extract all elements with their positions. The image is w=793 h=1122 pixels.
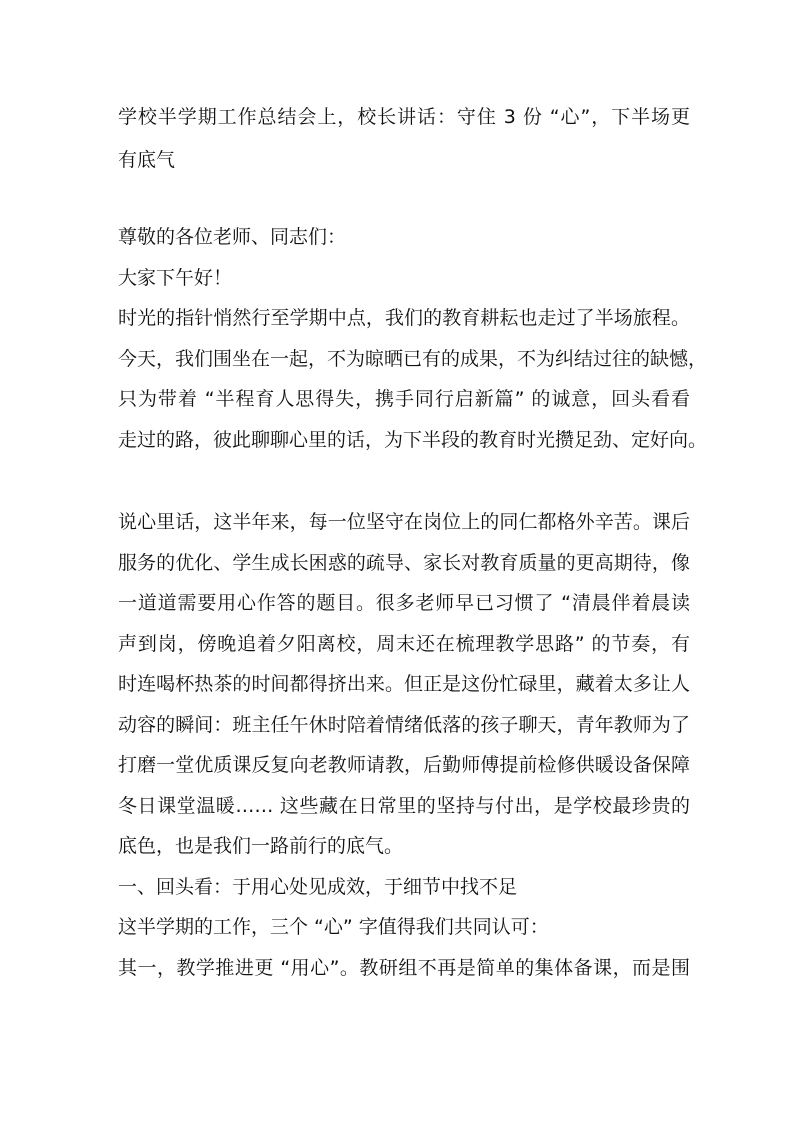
paragraph-line: 说心里话，这半年来，每一位坚守在岗位上的同仁都格外辛苦。课后	[118, 511, 690, 533]
paragraph-line: 只为带着 “半程育人思得失，携手同行启新篇” 的诚意，回头看看	[118, 388, 690, 410]
paragraph-line: 走过的路，彼此聊聊心里的话，为下半段的教育时光攒足劲、定好向。	[118, 429, 708, 451]
paragraph-line: 时连喝杯热茶的时间都得挤出来。但正是这份忙碌里，藏着太多让人	[118, 673, 690, 695]
paragraph-line: 底色，也是我们一路前行的底气。	[118, 835, 404, 857]
paragraph-line: 动容的瞬间：班主任午休时陪着情绪低落的孩子聊天，青年教师为了	[118, 714, 690, 736]
paragraph-line: 今天，我们围坐在一起，不为晾晒已有的成果，不为纠结过往的缺憾，	[118, 348, 708, 370]
paragraph-line: 时光的指针悄然行至学期中点，我们的教育耕耘也走过了半场旅程。	[118, 307, 690, 329]
paragraph-line: 其一，教学推进更 “用心”。教研组不再是简单的集体备课，而是围	[118, 957, 690, 979]
section-intro: 这半学期的工作，三个 “心” 字值得我们共同认可：	[118, 916, 549, 938]
paragraph-line: 打磨一堂优质课反复向老教师请教，后勤师傅提前检修供暖设备保障	[118, 754, 690, 776]
paragraph-line: 服务的优化、学生成长困惑的疏导、家长对教育质量的更高期待，像	[118, 552, 690, 574]
salutation: 大家下午好！	[118, 267, 233, 289]
paragraph-line: 一道道需要用心作答的题目。很多老师早已习惯了 “清晨伴着晨读	[118, 592, 690, 614]
greeting: 尊敬的各位老师、同志们：	[118, 226, 347, 248]
document-title-line: 学校半学期工作总结会上，校长讲话：守住 3 份 “心”，下半场更	[118, 106, 690, 128]
paragraph-line: 冬日课堂温暖…… 这些藏在日常里的坚持与付出，是学校最珍贵的	[118, 795, 690, 817]
section-heading: 一、回头看：于用心处见成效，于细节中找不足	[118, 876, 518, 898]
document-title-line: 有底气	[118, 149, 176, 171]
paragraph-line: 声到岗，傍晚追着夕阳离校，周末还在梳理教学思路” 的节奏，有	[118, 633, 690, 655]
